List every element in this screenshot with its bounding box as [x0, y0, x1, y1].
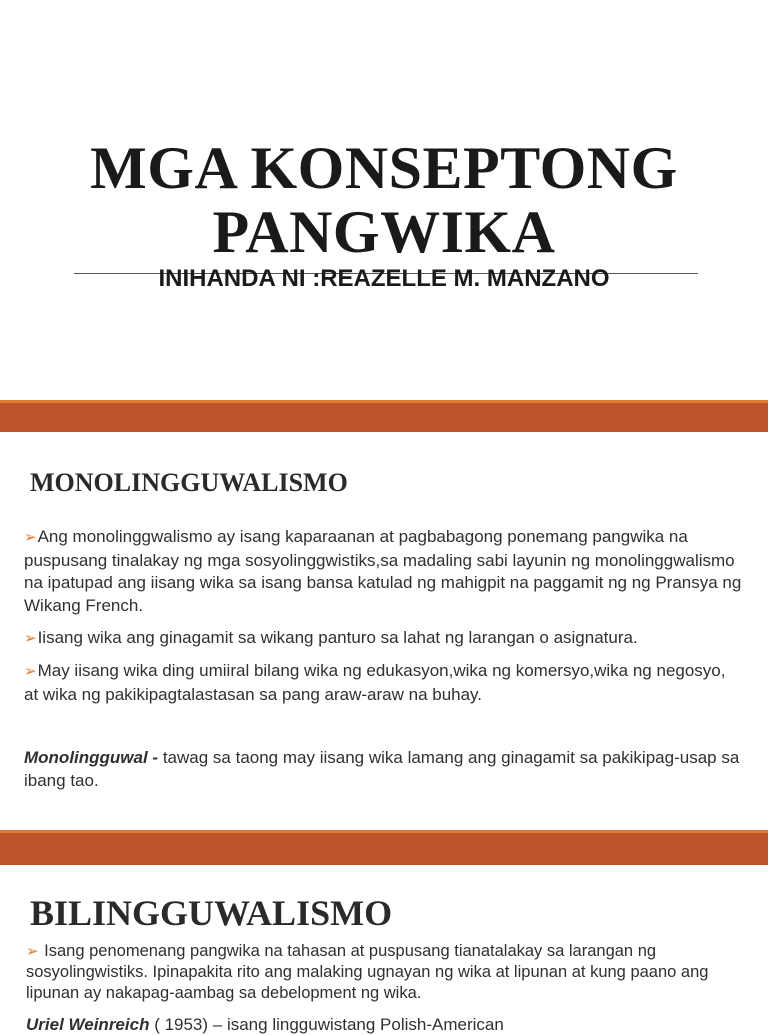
slide-title-line-1: MGA KONSEPTONG — [90, 135, 678, 201]
section-heading: BILINGGUWALISMO — [30, 893, 393, 933]
slide-subtitle: INIHANDA NI :REAZELLE M. MANZANO — [158, 265, 610, 292]
partial-term: Uriel Weinreich — [26, 1015, 150, 1034]
definition-term: Monolingguwal - — [24, 748, 159, 767]
arrow-bullet-icon: ➢ — [24, 529, 37, 546]
title-slide — [0, 0, 768, 400]
definition-text: tawag sa taong may iisang wika lamang ang ginagamit sa pakikipag-usap sa ibang tao. — [24, 748, 740, 790]
arrow-bullet-icon: ➢ — [26, 943, 39, 960]
slide-separator-1 — [0, 400, 768, 432]
partial-line — [26, 1015, 504, 1035]
slide-title — [0, 136, 768, 264]
arrow-bullet-icon: ➢ — [24, 630, 37, 647]
section-heading: MONOLINGGUWALISMO — [30, 468, 348, 497]
slide-separator-2 — [0, 830, 768, 865]
bullet-item: ➢May iisang wika ding umiiral bilang wika ng edukasyon,wika ng komersyo,wika ng negosyo, at wika ng pakikipagtalastasan sa pang araw-araw na buhay. — [24, 661, 726, 704]
bullet-item: ➢Ang monolinggwalismo ay isang kaparaanan at pagbabagong ponemang pangwika na puspusang tinalakay ng mga sosyolinggwistiks,sa madaling sabi layunin ng monolinggwalismo na ipatupad ang iisang wika sa isang bansa katulad ng mahigpit na paggamit ng ng Pransya ng Wikang French. — [24, 527, 742, 615]
partial-text: ( 1953) – isang lingguwistang Polish-American — [154, 1015, 504, 1034]
monolingualism-slide — [0, 432, 768, 830]
bullet-item: ➢ Isang penomenang pangwika na tahasan at puspusang tianatalakay sa larangan ng sosyolingwistiks. Ipinapakita rito ang malaking ugnayan ng wika at lipunan at kung paano ang lipunan ay nakapag-aambag sa debelopment ng wika. — [26, 942, 709, 1002]
arrow-bullet-icon: ➢ — [24, 663, 37, 680]
bilingualism-slide — [0, 865, 768, 1034]
definition — [24, 746, 744, 792]
slide-title-line-2: PANGWIKA — [212, 199, 556, 265]
bullet-item: ➢Iisang wika ang ginagamit sa wikang panturo sa lahat ng larangan o asignatura. — [24, 628, 638, 647]
